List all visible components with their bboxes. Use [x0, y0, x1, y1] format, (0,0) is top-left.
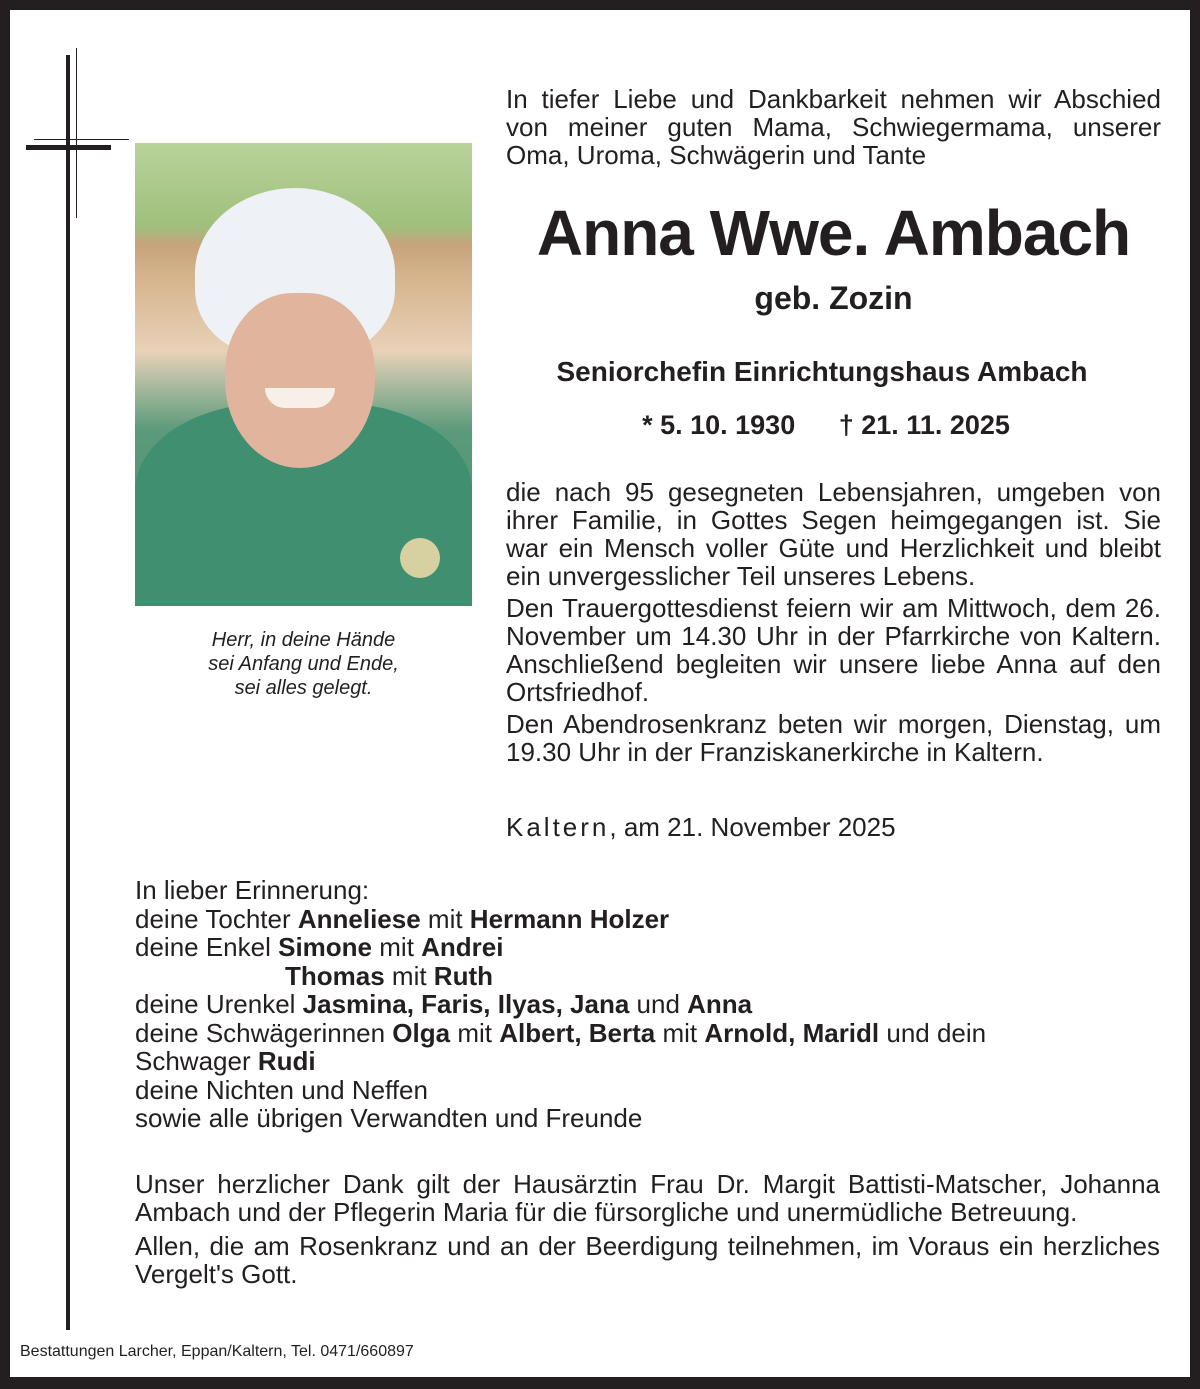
photo-face	[225, 293, 375, 468]
photo-flower	[400, 538, 440, 578]
relatives-line: sowie alle übrigen Verwandten und Freunde	[135, 1103, 643, 1133]
body-paragraph: Den Abendrosenkranz beten wir morgen, Dienstag, um 19.30 Uhr in der Franziskanerkirche in Kaltern.	[506, 709, 1161, 767]
photo-smile	[265, 388, 335, 408]
place-date	[506, 812, 896, 843]
obituary-page	[10, 10, 1190, 1377]
deceased-name: Anna Wwe. Ambach	[536, 197, 1131, 269]
relatives-line: deine Enkel Simone mit Andrei	[135, 932, 504, 962]
relatives-line: Thomas mit Ruth	[285, 960, 493, 991]
birth-date: * 5. 10. 1930	[642, 410, 796, 440]
thanks-paragraph: Allen, die am Rosenkranz und an der Beerdigung teilnehmen, im Voraus ein herzliches Vergelt's Gott.	[135, 1231, 1160, 1289]
place-date-text: , am 21. November 2025	[609, 812, 896, 842]
maiden-name: geb. Zozin	[754, 280, 913, 316]
cross-icon-horizontal-thin	[34, 139, 129, 140]
relatives-list	[135, 876, 1165, 1133]
caption-line: sei Anfang und Ende,	[208, 653, 399, 675]
relatives-heading: In lieber Erinnerung:	[135, 875, 370, 905]
place-city: Kaltern	[506, 812, 610, 842]
intro-text: In tiefer Liebe und Dankbarkeit nehmen wir Abschied von meiner guten Mama, Schwiegermama, unserer Oma, Uroma, Schwägerin und Tante	[506, 84, 1161, 170]
portrait-photo	[135, 143, 472, 606]
thanks-text	[135, 1170, 1160, 1294]
caption-line: sei alles gelegt.	[234, 677, 373, 699]
death-date: † 21. 11. 2025	[838, 410, 1010, 440]
body-paragraph: Den Trauergottesdienst feiern wir am Mittwoch, dem 26. November um 14.30 Uhr in der Pfarrkirche von Kaltern. Anschließend begleiten wir unsere liebe Anna auf den Ortsfriedhof.	[506, 593, 1161, 707]
body-text	[506, 478, 1161, 770]
cross-icon-vertical-thin	[76, 48, 77, 218]
relatives-line: deine Nichten und Neffen	[135, 1074, 428, 1105]
relatives-line: deine Tochter Anneliese mit Hermann Holzer	[135, 903, 670, 934]
prayer-caption	[135, 628, 472, 700]
cross-icon-vertical	[66, 55, 70, 1330]
relatives-line: Schwager Rudi	[135, 1046, 316, 1076]
caption-line: Herr, in deine Hände	[211, 629, 396, 651]
relatives-line: deine Schwägerinnen Olga mit Albert, Berta mit Arnold, Maridl und dein	[135, 1017, 987, 1048]
deceased-title: Seniorchefin Einrichtungshaus Ambach	[556, 356, 1088, 387]
funeral-home-footer: Bestattungen Larcher, Eppan/Kaltern, Tel. 0471/660897	[20, 1343, 414, 1360]
cross-icon-horizontal	[26, 145, 111, 150]
relatives-line: deine Urenkel Jasmina, Faris, Ilyas, Jana und Anna	[135, 989, 753, 1019]
thanks-paragraph: Unser herzlicher Dank gilt der Hausärztin Frau Dr. Margit Battisti-Matscher, Johanna Ambach und der Pflegerin Maria für die fürsorgliche und unermüdliche Betreuung.	[135, 1169, 1160, 1227]
life-dates	[506, 410, 1146, 441]
body-paragraph: die nach 95 gesegneten Lebensjahren, umgeben von ihrer Familie, in Gottes Segen heimgegangen ist. Sie war ein Mensch voller Güte und Herzlichkeit und bleibt ein unvergesslicher Teil unseres Lebens.	[506, 477, 1161, 591]
